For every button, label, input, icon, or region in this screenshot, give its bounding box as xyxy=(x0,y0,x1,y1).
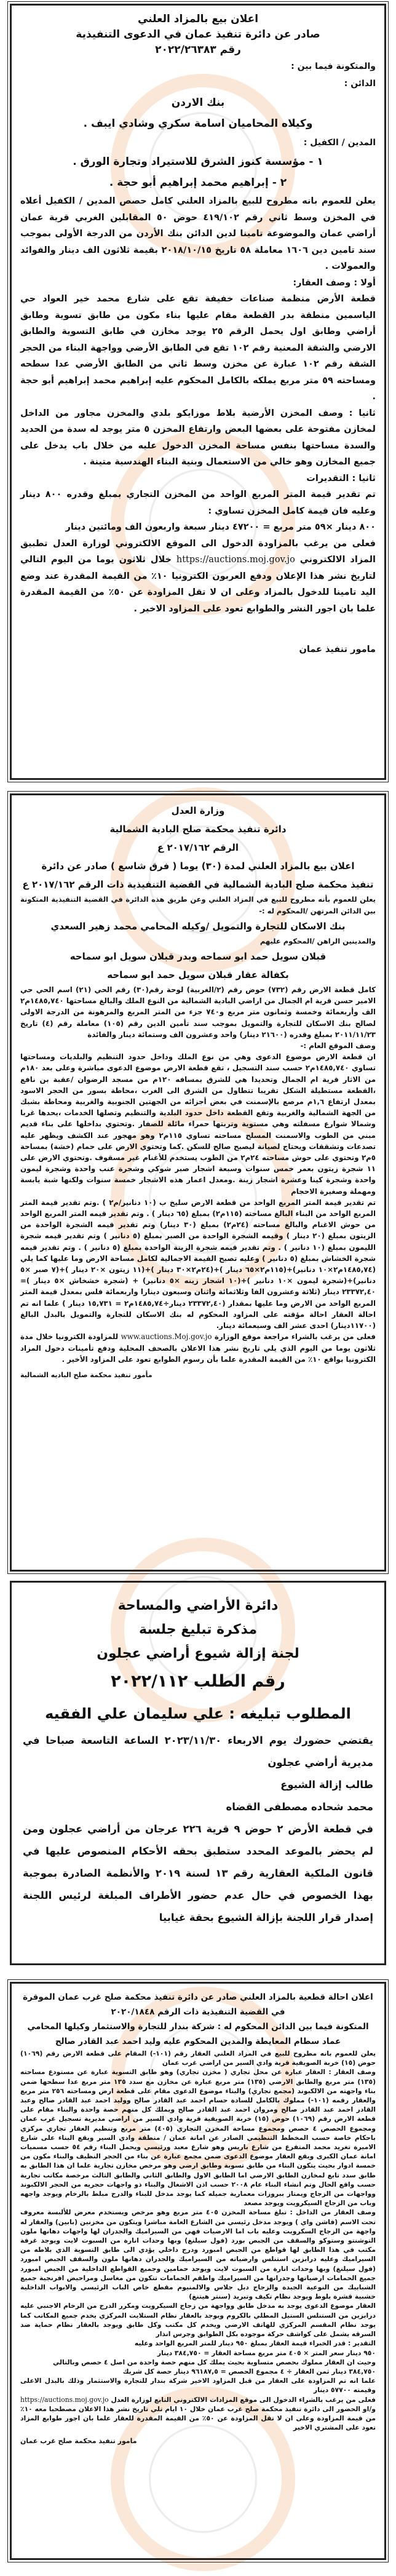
shares-text: وحيث ان العقار مملوك بحصص متساوية بحيث يملك كل منهم حصة واحدة من اصل ٤ حصص وبالتالي xyxy=(53,2358,376,2366)
notice-intro: يعلن للعموم بانه مطروح للبيع في المزاد العلني العقار رقم (١٠١-) المقام على قطعة الارض رقم (١٠٦٩) حوض (١٥) خربة الصويفية قرية وادي السير من اراضي غرب عمان xyxy=(20,2049,376,2067)
request-number: رقم الطلب ٢٠٢٢/١١٢ xyxy=(111,1672,285,1691)
features-description: العقار موضوع الدعوى يوجد به مدخل طابق وواجهة من زجاج السيكرويت ومكرر الدرج من الرخام الاجنبي عليه درابزين من الستنلس الستيل المطلي بالكروم ويوجد بالعقار نظام الستلايت المركزي يخدم جميع المكاتب كما يوجد نظام المقسم المركزي للهاتف الارضي ويخدم كل مكتب وكل طابق ويوجد بالعقار نظام حماية ضد السرقه يشمل على كواشف حركة موجوده بكل الطوابق وجرس انذار xyxy=(20,2302,376,2339)
signature: مامور تنفيذ عمان xyxy=(299,645,376,654)
department-title: دائرة تنفيذ محكمة صلح البادية الشمالية xyxy=(109,824,287,835)
parties: المتكونة فيما بين الدائن المحكوم له : شركة بندار للتجارة والاستثمار وكيلها المحامي عماد سطام المعايطة والمدين المحكوم عليه وليد احمد عبد القادر صالح xyxy=(27,2022,369,2046)
auction-url-link[interactable]: https://auctions.moj.gov.jo xyxy=(20,2395,109,2404)
between-label: والمتكونة فيما بين : xyxy=(291,62,376,71)
warehouse-description: ثانيا : وصف المخزن الأرضية بلاط موزايكو بلدي والمخزن مجاور من الداخل لمخازن مفتوحة على بعضها البعض وارتفاع المخزن ٥ متر يوجد له سدة من الحديد والسدة مساحتها بنفس مساحة المخزن الدخول عليه من خلال باب يدخل على جميع المخازن وهو خالي من الاستعمال وبنية البناء الهندسية متينة . xyxy=(20,408,376,467)
land-description: كامل قطعة الارض رقم (٧٣٢) حوض رقم (٢/الغربية) لوحة رقم(٣٠) رقم الحي (٢١) اسم الحي حي الامير حسن قرية ام الجمال من اراضي البادية الشمالية من النوع الملك والبالغ مساحتها ١٤٨٥,٧٤٠م٢ الف وأربعمائة وخمسة وثمانون متر مربع و٧٤٠ جزء من المتر المربع والمرهونة من الدرجة الاولى لصالح بنك الاسكان للتجارة والتمويل بموجب سند تأمين الدين رقم (١٠٥) معاملة رقم (٤) تاريخ ٢٠١١/١١/٢٣ بمبلغ وقدره (٢١٦٠٠ دينار) واحد وعشرون الف وستمائة دينار والفائدة xyxy=(20,985,376,1039)
department-title: دائرة الأراضي والمساحة xyxy=(117,1598,279,1613)
notice-intro: يعلن للعموم بانه مطروح للبيع بالمزاد العلني كامل حصص المدين / الكفيل أعلاه في المخزن وسط ثاني رقم ٤١٩/١٠٢ حوض ٥٠ المقابلين الغربي قرية عمان أراضي عمان والموضوعة تامينا لدين الدائن بنك الأردن من الدرجة الأولى بموجب سند تامين دين ١٦٠٦ معاملة ٥٨ تاريخ ٢٠١٨/١٠/١٥ بقيمة ثلاثون الف دينار والفوائد والعمولات . xyxy=(20,196,376,271)
auction-url-link[interactable]: https://auctions.moj.gov.jo xyxy=(176,555,295,565)
notice-intro: يعلن للعموم بأنه مطروح للبيع في المزاد العلني وعن طريق هذه الدائرة في القضية التنفيذية المتكونة بين الدائن المرتهن /المحكوم له :- xyxy=(20,895,376,915)
applicant-name: محمد شحاده مصطفى القضاه xyxy=(226,1801,373,1813)
valuation-text: تم تقدير قيمة المتر المربع الواحد من قطعة الارض سليخ ب (١٠ دنانير/م٢ ) .وتم تقدير قيمة المتر المربع الواحد من البناء البالغ مساحته (١١٥م٢) بمبلغ (٦٥ دينار ) . وتم تقدير قيمه المتر المربع الواحد من حوش الاغنام والبالغ مساحته (٢٤م٢) بمبلغ (٣٠ دينار) وتم تقدير قيمه الشجرة الواحدة من الزيتون بمبلغ (٢٠ دينار ) وقيمه الشجرة الواحدة من الصبر بمبلغ (٥ دنانير ) وتم تقدير قيمه شجرة الليمون بمبلغ (١٠ دنانير ) . وتم تقدير قيمه شجرة الزينة الواحدة بمبلغ (٥ دنانير ) . وتم تقدير قيمه شجرة الخشاش بمبلغ (٥ دنانير ) وعليه تصبح القيمة الاجمالية لكامل مساحة الارض وما عليها كما يلي (١٤٨٥,٧٤م٢×١٠ دنانير)+(١١٥م٢×٦٥ دينار )+(٢٤م٢×٣٠ دينار )+(١١ زيتون ×٢٠ دينار )+(٧ صبر ×٥ دنانير)+(شجرة ليمون ×١٠ دنانير )+(١٠ اشجار زينه ×٥ دنانير) + (شجرة خشخاش ×٥ دينار )= ٢٣٣٧٢,٤٠ دينار (ثلاثة وعشرون الفا وثلاثمائة واثنان وسبعون دينارا واربعمائة فلس بمعدل قيمة المتر المربع الواحد من الارض وما عليها بمقدار (٢٣٣٧٢,٤٠ دينار÷١٤٨٥,٧٤م٢ = ١٥,٧٣١ دينار ) علما انه تم احالة العقار احالة مؤقته على المزاود المحكوم له بنك الاسكان للتجارة والتمويل بالبدل البالغ (١١٧٠٠دينار) احدى عشر الف وسبعمائة دينار. xyxy=(20,1198,376,1330)
land-summons-notice xyxy=(10,1581,386,1965)
ministry-title: وزارة العدل xyxy=(171,805,225,816)
case-number: في القضية التنفيذية ذات الرقم ٢٠٢٠/١٨٤٨ xyxy=(111,2007,285,2017)
final-award-notice-west-amman xyxy=(10,1982,386,2560)
creditor-label: الدائن : xyxy=(344,79,376,89)
guarantee-text: بكفالة عقار قبلان سويل حمد ابو سماحه xyxy=(107,969,289,980)
share-calc: ٣٨٤,٧٥٠ دينار ثمن العقار ÷ ٤ مجموع الحصص = ٩٦١٨٧,٥ دينار حصة كل شريك xyxy=(122,2367,376,2375)
valuation-text: تم تقدير قيمة المتر المربع الواحد من المخزن التجاري بمبلغ وقدره ٨٠٠ دينار وعليه فان قيمة كامل المخزن تساوي : xyxy=(20,490,376,516)
notice-title: اعلان بيع بالمزاد العلني xyxy=(137,13,259,25)
site-description: ان قطعة الارض موضوع الدعوى وهي من نوع الملك وداخل حدود التنظيم والبلديات ومساحتها تساوي ١٤٨٥,٧٤٠م٢ حسب سند التسجيل ، تقع قطعة الارض موضوع الدعوى مباشرة وعلى بعد ١٨٠م من الاثار قرية ام الجمال وتحديدا هي للشرق بمسافه ١٢٠م من مسجد الرضوان /عقبة بن نافع ،القطعة مستطيلة الشكل تقريبا تتطاول من الشرق الى الغرب ،محاطة بسور من الحجر الاسود بمعدل ارتفاع ١,٦م مرصع بالإسمنت في بعض أجزائه من الجهتين الجنوبية والغربية ومحاطة بشبك من الجهة الشمالية والغربية وتقع القطعة داخل حدود البلدية والتنظيم وتصلها الخدمات ،يحدها غربا وشمالا شوارع مسفلته وهي مستوية وتربتها حمراء مائلة للصفار .وتحتوي بداخلها على بناء قديم مبني من الطوب والاسمنت المسلح مساحته تساوي ١١٥م٢ وهو مهجور عند الكشف ويظهر عليه تصدعات وتشققات ويحتاج لصيانة ليصبح صالح للسكن .كما وتحتوي الارض على حمام (خشة) بمساحة ٥م٢ وتحتوي على حوش مساحته ٢٤م٢ من الطوب يستخدم للأغنام غير مسقوف .وتحتوي الارض على ١١ شجرة زيتون بعمر خمس سنوات وسبعة اشجار صبر شوكي وشجرة عنب واحدة وشجرة ليمون واحدة وشجرة كينا وعشرة اشجار زينة .ومعدل اعمار هذه الاشجار خمسة سنوات ولكنها شبة يابسة ومهملة وصغيرة الاحجام xyxy=(20,1052,376,1196)
committee-title: لجنة إزالة شيوع أراضي عجلون xyxy=(97,1646,299,1661)
notice-title: مذكرة تبليغ جلسة xyxy=(139,1622,257,1637)
section-heading: أولا : وصف العقار: xyxy=(293,277,376,288)
signature: مامور تنفيذ محكمة صلح غرب عمان xyxy=(20,2437,137,2446)
notice-title: اعلان بيع بالمزاد العلني لمدة (٣٠) يوما ( فرق شاسع ) صادر عن دائرة xyxy=(41,861,355,872)
debtor-name: قبلان سويل حمد ابو سماحه وبدر قبلان سويل ابو سماحه xyxy=(69,951,327,962)
auction-url-link[interactable]: www.auctions.Moj.gov.jo xyxy=(121,1332,212,1342)
creditor-name: بنك الاردن xyxy=(171,97,225,109)
property-description: وصف العقار : العقار عبارة عن محل تجاري ( مخزن تجاري) وهو طابق التسوية عبارة عن مستودع مساحته (١٣٥) متر مربع والطابق الارضي (١٣٥) متر مربع عبارة عن مخازن مع سدد ١٣٥ متر مربع عدا سطحها ضمن بناء واجهته من الالكبوند (مجمع تجاري) والبناء موضوع الدعوى مقام على قطعة ارض ومساحته ٢٥٦ متر مربع والعقار رقمه (١٠١-) مملوك بالكامل للسادة حسام احمد عبد القادر صالح ووليد احمد عبد القادر صالح وعبد القادر احمد عبد القادر صالح ومروان احمد عبد القادر صالح ويملك كل منهم حصة واحدة والبناء مقام على قطعة الارض رقم (١٠٦٩) حوض (١٥) خربة الصويفية قرية وادي السير من اراضي مديرية تسجيل غرب عمان ومجموع الحصص ٤ حصص ومجموع مساحة المخزن التجاري (٤٠٥) متر مربع وتنظيم العقار تجاري مركزي باحكام خاصة حسب المخطط التنظيمي الصادر عن امانة عمان / منطقة وادي السير ويقع البناء على شارع الاميرة تغريد محمد المتفرع من شارع باريس وهو شارع معبد ورئيسي ويحمل البناء رقم ٥٤ حسب مسميات امانة عمان الكبرى ويقع العقار موضوع الدعوى ضمن مجمع عبارة عن بناء من الحجر النظيف والبناء مكون من خمسة ادوار بحيث يتكون البناء من طابق تسوية وطابق ارضي وهو مرخص مخازن تجارية علما ان هذا الطابق به طابق سدد تابع لمخازن الطابق الارضي اما الطابق الاول والطابق الثاني والطابق الثالث مرخصة مكاتب تجارية حسب واقع الحال وتم انشاء البناء عام ٢٠٠٨ حسب اذن الاشغال والبناء ذو واجهات حجريه من الحجر الالكبوند وواجهات من الزجاج ويمتاز ببروزات معمارية جميله كما يوجد مدخل للبناء والدرج مبلط بالرخام ويوجد واجهه وباب من الزجاج السيكرويت ويوجد مصعد xyxy=(20,2068,376,2208)
addressee: المطلوب تبليغه : علي سليمان علي الفقيه xyxy=(45,1705,351,1722)
last-bid-info: علما انه تم المزاودة على العقار من قبل المزاود الاخير شركة بندار للتجارة والاستثمار وذلك بالبدل الاعلى وقيمته ٥٧٧٠٠ دينار xyxy=(20,2377,376,2395)
valuation-calc: ٩٥٠ دينار سعر المتر × ٤٠٥ متر مربع مساحة العقار = ٣٨٤,٧٥٠ دينار xyxy=(157,2348,376,2357)
notice-subtitle: صادر عن دائرة تنفيذ عمان في الدعوى التنفيذية xyxy=(76,28,320,41)
debtor-name: ١ - مؤسسة كنوز الشرق للاستيراد وتجارة الورق . xyxy=(73,156,323,168)
debtor-label: والمدينين الراهن /المحكوم عليهم xyxy=(259,937,376,945)
auction-notice-amman xyxy=(10,4,386,780)
creditor-lawyers: وكيلاه المحاميان اسامة سكري وشادي ايبف . xyxy=(83,117,313,130)
bidding-instructions: فعلى من يرغب بالشراء الدخول الى موقع المزادات الالكتروني التابع لوزارة العدل https://auctions.moj.gov.jo و/او الحضور الى دائرة تنفيذ محكمة صلح غرب عمان خلال ١٠ ايام تلي تاريخ نشر هذا الاعلان مصطحبا معه ١٠٪ من قيمة المزاودة وعلى ان لا تقل المزاودة عن ٥٠٪ من القيمة المقدرة للعقار علما بان اجور طوابع المزاد تعود على المشتري الاخير xyxy=(20,2395,376,2432)
section-heading: وصف الموقع العام :- xyxy=(300,1041,376,1051)
auction-notice-northern-badia xyxy=(10,793,386,1572)
applicant-label: طالب إزالة الشيوع xyxy=(280,1779,373,1791)
summons-details: في قطعة الأرض ٢ حوض ٩ قرية ٢٢٦ عرجان من أراضي عجلون ومن لم يحضر بالموعد المحدد ستطبق بحقه الأحكام المنصوص عليها في قانون الملكية العقارية رقم ١٣ لسنة ٢٠١٩ والأنظمة الصادرة بموجبة بهذا الخصوص في حال عدم حضور الأطراف المبلغة لرئيس اللجنة إصدار قرار اللجنة بإزالة الشيوع بحقة غيابيا xyxy=(23,1823,374,1923)
property-description: قطعة الأرض منظمة صناعات خفيفة تقع على شارع محمد خير العواد حي الياسمين منطقة بدر القطعة مقام عليها بناء مكون من طابق تسوية وطابق أراضي وطابق اول يحمل الرقم ٢٥ يوجد مخازن في طابق التسوية والطابق الارضي والشقة المعنية رقم ١٠٢ تقع في الطابق الأرضي وواجهة البناء من الحجر الشقة رقم ١٠٢ عبارة عن مخزن وسط ثاني من الطابق الأرضي عدا سطحه ومساحته ٥٩ متر مربع يملكه بالكامل المحكوم عليه إبراهيم محمد إبراهيم أبو حجة . xyxy=(20,294,376,402)
notice-title: اعلان احالة قطعية بالمزاد العلني صادر عن دائرة تنفيذ محكمة صلح غرب عمان الموقرة xyxy=(23,1992,373,2002)
valuation-text: التقدير : قدر الخبراء قيمة العقار بمبلغ ٩٥٠ دينار للمتر المربع الواحد وعليه xyxy=(134,2339,376,2348)
notice-subtitle: تنفيذ محكمة صلح البادية الشمالية في القضية التنفيذية ذات الرقم ٢٠١٧/١٦٢ ع xyxy=(22,879,374,890)
case-number: الرقم ٢٠١٧/١٦٢ ع xyxy=(157,842,239,853)
bidding-instructions: فعلى من يرغب بالشراء مراجعة موقع الوزارة www.auctions.Moj.gov.jo للمزاودة الكترونيا خلال مدة ثلاثون يوما من اليوم الذي يلي تاريخ نشر هذا الاعلان بالصحف المحلية ودفع تأمينات دخول المزاد الكترونيا بواقع ١٠٪ من القيمة المقدرة علما بأن رسوم الطوابع تعود على المزاود الأخير . xyxy=(20,1332,376,1364)
interior-description: وصف العقار من الداخل : تبلغ مساحة المخزن ٤٠٥ متر مربع وهو مرخص ويستخدم معرض للألبسة معروف تحت الاسم (فاشن واي ) ويوجد مدخل رئيسي من الشارع العامة مباشرا ويتكون من مخزنين (بابين) والعقار له واجهة من الزجاج السكرويت وعليه باب اما الارضيات فهي من السيراميك والجدران لها واجهات دهانها ملون التوشنتو وستوكو والسقف من الجبص بورد (فول سيلنغ) وبها وحدات انارة من السبوت لايت ويوجد غرفة مكتب في هذا الطابق لها قواطع من الجبص امبورد ودرج داخلي يؤدي الى طابق التسوية الذي بلاطه من السيراميك وعليه درابزين استنلس وارضياته من السيراميك والجدران دهانها ملون والسقف الجبص امبورد (فول سيلنغ) وبها وحدات انارة من السبوت لايت ويوجد حمامين وجميع القواطع الداخلية من الجبص امبورد جميع الحمامات ارضياتها وجدرانها من السيراميك واطقم الحمامات تتكون من مغاسل ومراحيض افرنجية جميع الشبابيك من النوعية الجيدة والزجاج دبل جلاس والالمنيوم مقطع خاص الباب الرئيسي والابواب الداخلية خشبية قشرة بلوط ويوجد نظام تكيف وتبريد (سنتر هيتنغ) xyxy=(20,2208,376,2301)
signature: مأمور تنفيذ محكمة صلح الباديه الشمالية xyxy=(20,1370,152,1379)
summons-text: يقتضي حضورك يوم الاربعاء ٢٠٢٣/١١/٣٠ الساعة التاسعة صباحا في مديرية أراضي عجلون xyxy=(23,1735,373,1768)
creditor-name: بنك الاسكان للتجارة والتمويل /وكيله المحامي محمد زهير السعدي xyxy=(50,921,346,932)
valuation-calc: ٨٠٠ دينار ×٥٩ متر مربع = ٤٧٢٠٠ دينار سبعة واربعون الف ومائتين دينار xyxy=(65,522,376,532)
case-number: رقم ٢٠٢٢/٢٦٣٨٣ xyxy=(155,44,241,56)
debtor-label: المدين / الكفيل : xyxy=(303,138,376,148)
debtor-name: ٢ - إبراهيم محمد إبراهيم أبو حجة . xyxy=(109,177,287,189)
section-heading: ثانيا : التقديرات xyxy=(306,473,376,483)
bidding-instructions: فعلى من يرغب بالمزاودة الدخول الى الموقع الالكتروني لوزارة العدل تطبيق المزاد الالكتروني https://auctions.moj.gov.jo خلال ثلاثون يوما من اليوم التالي لتاريخ نشر هذا الإعلان ودفع العربون الكترونيا ١٠٪ من القيمة المقدرة عند وضع اليد تامينا للدخول بالمزاد وعلى ان لا تقل المزاودة عن ٥٠٪ من القيمة المقدرة علما بان اجور النشر والطوابع تعود على المزاود الاخير . xyxy=(20,538,376,614)
